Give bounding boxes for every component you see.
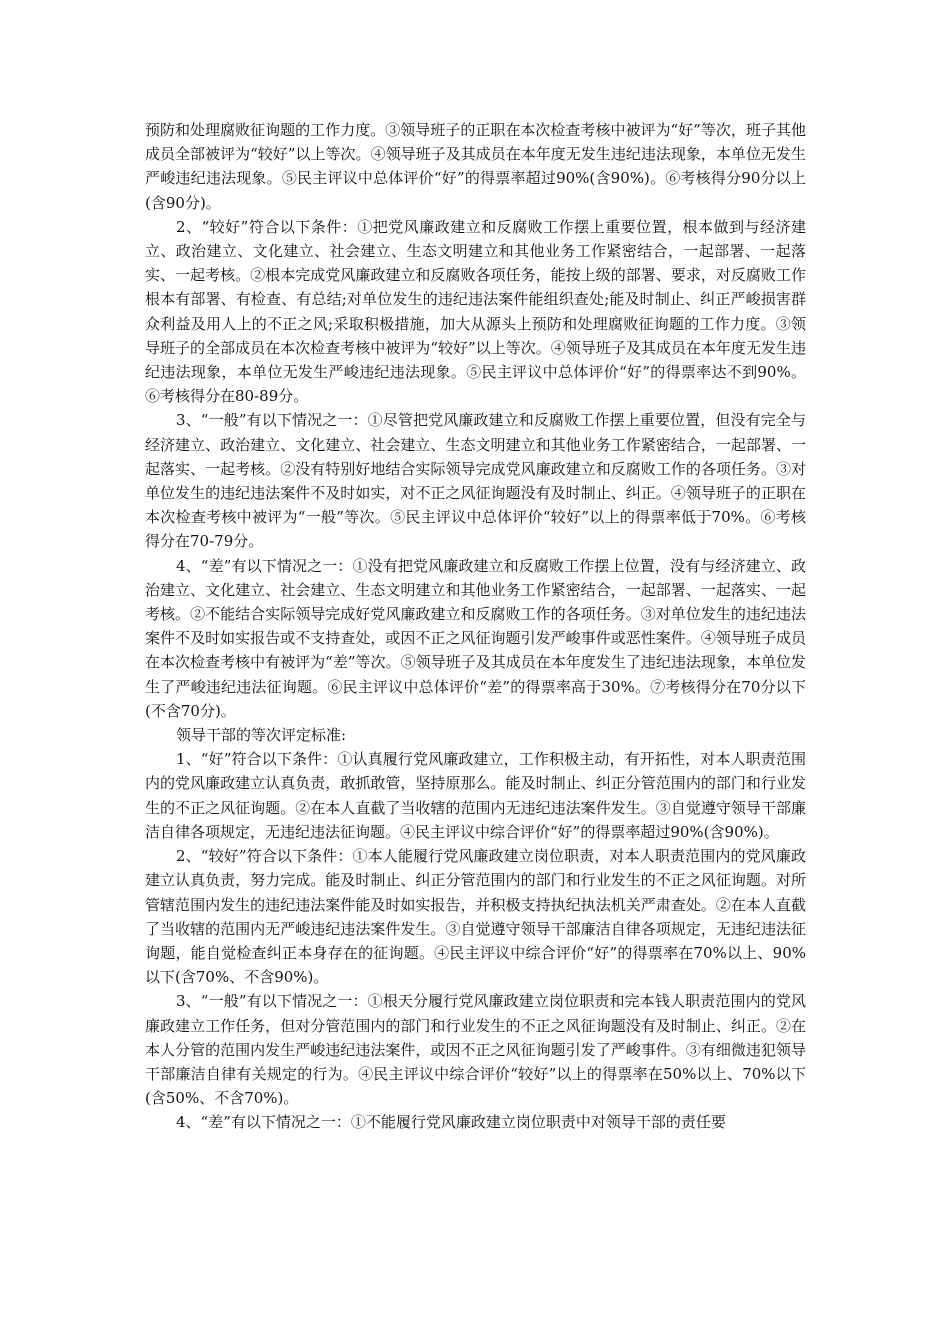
paragraph-average-criteria: 3、“一般”有以下情况之一：①尽管把党风廉政建立和反腐败工作摆上重要位置，但没有完全与经济建立、政治建立、文化建立、社会建立、生态文明建立和其他业务工作紧密结合，一起部署、一起落实、一起考核。②没有特别好地结合实际领导完成党风廉政建立和反腐败工作的各项任务。③对单位发生的违纪违法案件不及时如实，对不正之风征询题没有及时制止、纠正。④领导班子的正职在本次检查考核中被评为“一般”等次。⑤民主评议中总体评价“较好”以上的得票率低于70%。⑥考核得分在70-79分。: [145, 411, 806, 551]
paragraph-leader-good-criteria: 1、“好”符合以下条件：①认真履行党风廉政建立，工作积极主动，有开拓性，对本人职责范围内的党风廉政建立认真负责，敢抓敢管，坚持原那么。能及时制止、纠正分管范围内的部门和行业发生的不正之风征询题。②在本人直截了当收辖的范围内无违纪违法案件发生。③自觉遵守领导干部廉洁自律各项规定，无违纪违法征询题。④民主评议中综合评价“好”的得票率超过90%(含90%)。: [145, 750, 806, 841]
document-body: [145, 118, 806, 1135]
section-heading-leader-grading: 领导干部的等次评定标准:: [176, 726, 347, 745]
paragraph-relatively-good-criteria: 2、“较好”符合以下条件：①把党风廉政建立和反腐败工作摆上重要位置，根本做到与经济建立、政治建立、文化建立、社会建立、生态文明建立和其他业务工作紧密结合，一起部署、一起落实、一起考核。②根本完成党风廉政建立和反腐败各项任务，能按上级的部署、要求，对反腐败工作根本有部署、有检查、有总结;对单位发生的违纪违法案件能组织查处;能及时制止、纠正严峻损害群众利益及用人上的不正之风;采取积极措施，加大从源头上预防和处理腐败征询题的工作力度。③领导班子的全部成员在本次检查考核中被评为“较好”以上等次。④领导班子及其成员在本年度无发生违纪违法现象，本单位无发生严峻违纪违法现象。⑤民主评议中总体评价“好”的得票率达不到90%。⑥考核得分在80-89分。: [145, 217, 806, 406]
paragraph-continuation: 预防和处理腐败征询题的工作力度。③领导班子的正职在本次检查考核中被评为“好”等次，班子其他成员全部被评为“较好”以上等次。④领导班子及其成员在本年度无发生违纪违法现象，本单位无发生严峻违纪违法现象。⑤民主评议中总体评价“好”的得票率超过90%(含90%)。⑥考核得分90分以上(含90分)。: [145, 121, 806, 212]
paragraph-leader-poor-criteria: 4、“差”有以下情况之一：①不能履行党风廉政建立岗位职责中对领导干部的责任要: [176, 1113, 726, 1132]
paragraph-poor-criteria: 4、“差”有以下情况之一：①没有把党风廉政建立和反腐败工作摆上位置，没有与经济建立、政治建立、文化建立、社会建立、生态文明建立和其他业务工作紧密结合，一起部署、一起落实、一起考核。②不能结合实际领导完成好党风廉政建立和反腐败工作的各项任务。③对单位发生的违纪违法案件不及时如实报告或不支持查处，或因不正之风征询题引发严峻事件或恶性案件。④领导班子成员在本次检查考核中有被评为“差”等次。⑤领导班子及其成员在本年度发生了违纪违法现象，本单位发生了严峻违纪违法征询题。⑥民主评议中总体评价“差”的得票率高于30%。⑦考核得分在70分以下(不含70分)。: [145, 556, 806, 720]
paragraph-leader-average-criteria: 3、“一般”有以下情况之一：①根天分履行党风廉政建立岗位职责和完本钱人职责范围内的党风廉政建立工作任务，但对分管范围内的部门和行业发生的不正之风征询题没有及时制止、纠正。②在本人分管的范围内发生严峻违纪违法案件，或因不正之风征询题引发了严峻事件。③有细微违犯领导干部廉洁自律有关规定的行为。④民主评议中综合评价“较好”以上的得票率在50%以上、70%以下(含50%、不含70%)。: [145, 992, 806, 1108]
paragraph-leader-relatively-good-criteria: 2、“较好”符合以下条件：①本人能履行党风廉政建立岗位职责，对本人职责范围内的党风廉政建立认真负责，努力完成。能及时制止、纠正分管范围内的部门和行业发生的不正之风征询题。对所管辖范围内发生的违纪违法案件能及时如实报告，并积极支持执纪执法机关严肃查处。②在本人直截了当收辖的范围内无严峻违纪违法案件发生。③自觉遵守领导干部廉洁自律各项规定，无违纪违法征询题，能自觉检查纠正本身存在的征询题。④民主评议中综合评价“好”的得票率在70%以上、90%以下(含70%、不含90%)。: [145, 847, 806, 987]
